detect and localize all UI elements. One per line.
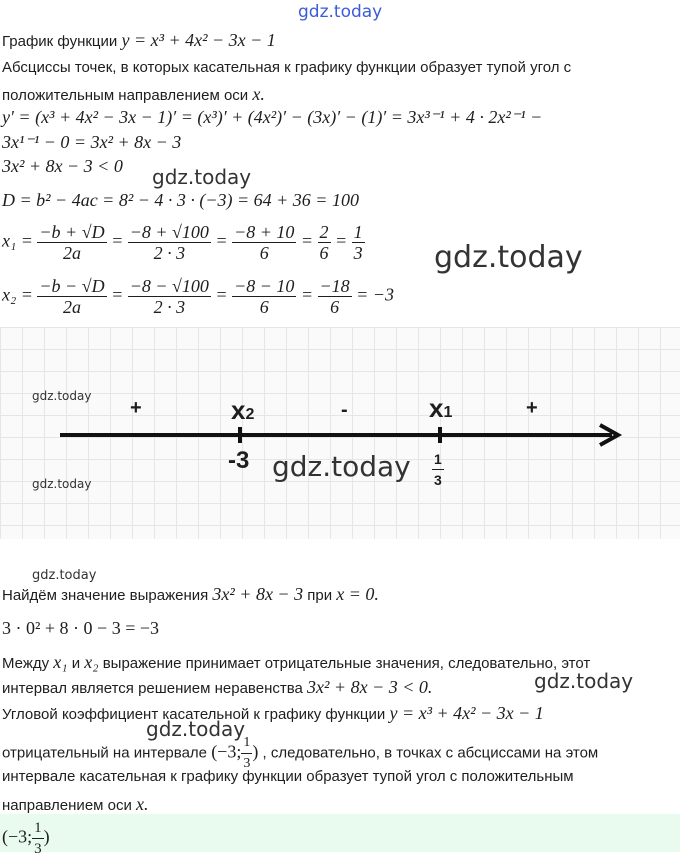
watermark: gdz.today bbox=[152, 165, 252, 189]
watermark: gdz.today bbox=[32, 389, 92, 403]
abscissa-line-1: Абсциссы точек, в которых касательная к графику функции образует тупой угол с bbox=[2, 59, 572, 76]
interval-line: интервал является решением неравенства 3x² + 8x − 3 < 0. bbox=[2, 677, 433, 697]
calculation: 3 · 0² + 8 · 0 − 3 = −3 bbox=[2, 618, 159, 638]
direction-line: направлением оси x. bbox=[2, 794, 149, 814]
negative-interval-line: отрицательный на интервале (−3; $\frac{1}{3}$ ) , следовательно, в точках с абсциссами на этом bbox=[2, 735, 599, 771]
x2-fraction-2: $\frac{-8 - √100}{2 \cdot 3}$ bbox=[129, 276, 209, 317]
x1-fraction-2: $\frac{-8 + √100}{2 \cdot 3}$ bbox=[129, 222, 209, 263]
equals: = bbox=[215, 230, 228, 251]
x2-root-label: x2 bbox=[231, 395, 255, 425]
find-value-line: Найдём значение выражения 3x² + 8x − 3 при x = 0. bbox=[2, 584, 379, 604]
x2-fraction-3: $\frac{-8 - 10}{6}$ bbox=[234, 276, 295, 317]
sign-minus-middle: - bbox=[341, 399, 348, 421]
answer-box bbox=[0, 814, 680, 857]
x2-fraction-4: $\frac{-18}{6}$ bbox=[319, 276, 350, 317]
x1-fraction-5: $\frac{1}{3}$ bbox=[353, 222, 363, 263]
answer-interval: (−3; $\frac{1}{3}$ ) bbox=[2, 820, 50, 857]
x1-lhs: x₁ = bbox=[2, 230, 33, 251]
inequality: 3x² + 8x − 3 < 0 bbox=[2, 156, 123, 176]
x1-fraction-3: $\frac{-8 + 10}{6}$ bbox=[234, 222, 295, 263]
function-statement bbox=[2, 30, 276, 51]
equals: = bbox=[335, 230, 348, 251]
watermark: gdz.today bbox=[434, 240, 583, 275]
equals: = bbox=[300, 230, 314, 251]
abscissa-text: положительным направлением оси bbox=[2, 87, 249, 104]
watermark: gdz.today bbox=[32, 568, 97, 583]
number-line-panel bbox=[0, 327, 680, 539]
x1-root-value: $\frac{1}{3}$ bbox=[434, 451, 442, 488]
x2-equation bbox=[2, 276, 394, 317]
watermark: gdz.today bbox=[146, 717, 246, 741]
x1-fraction-1: $\frac{-b + √D}{2a}$ bbox=[39, 222, 105, 263]
slope-line: Угловой коэффициент касательной к графику функции y = x³ + 4x² − 3x − 1 bbox=[2, 703, 544, 723]
x1-equation bbox=[2, 222, 365, 263]
x1-fraction-4: $\frac{2}{6}$ bbox=[319, 222, 329, 263]
equals: = bbox=[300, 284, 314, 305]
derivative-line-2: 3x¹⁻¹ − 0 = 3x² + 8x − 3 bbox=[2, 132, 182, 152]
function-formula: y = x³ + 4x² − 3x − 1 bbox=[121, 30, 276, 50]
sign-plus-left: + bbox=[130, 397, 142, 419]
watermark: gdz.today bbox=[32, 477, 92, 491]
watermark: gdz.today bbox=[272, 450, 411, 483]
x2-result: = −3 bbox=[356, 284, 394, 305]
between-line: Между x₁ и x₂ выражение принимает отрицательные значения, следовательно, этот bbox=[2, 652, 591, 672]
x1-root-label: x1 bbox=[429, 393, 453, 423]
x2-lhs: x₂ = bbox=[2, 284, 33, 305]
equals: = bbox=[215, 284, 228, 305]
watermark: gdz.today bbox=[298, 2, 383, 22]
x2-fraction-1: $\frac{-b - √D}{2a}$ bbox=[39, 276, 105, 317]
watermark: gdz.today bbox=[534, 669, 634, 693]
x2-root-value: -3 bbox=[228, 447, 250, 474]
number-line bbox=[0, 327, 680, 539]
derivative-line-1: y′ = (x³ + 4x² − 3x − 1)′ = (x³)′ + (4x²)′ − (3x)′ − (1)′ = 3x³⁻¹ + 4 · 2x²⁻¹ − bbox=[2, 107, 543, 127]
equals: = bbox=[111, 284, 124, 305]
graph-label: График функции bbox=[2, 33, 118, 50]
tangent-line: интервале касательная к графику функции образует тупой угол с положительным bbox=[2, 768, 574, 785]
axis-symbol: x. bbox=[252, 84, 265, 104]
discriminant: D = b² − 4ac = 8² − 4 · 3 · (−3) = 64 + 36 = 100 bbox=[2, 190, 359, 210]
abscissa-line-2 bbox=[2, 84, 265, 105]
sign-plus-right: + bbox=[526, 397, 538, 419]
equals: = bbox=[111, 230, 124, 251]
